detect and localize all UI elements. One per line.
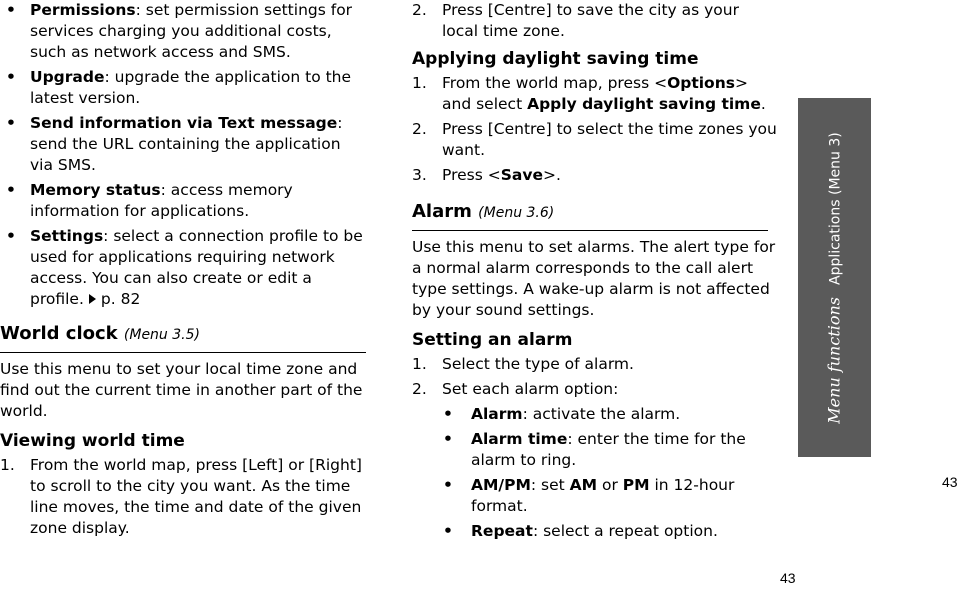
option-text-post: in 12-hour format. [471,476,735,515]
left-column [0,0,366,543]
step-text: Set each alarm option: [442,380,619,398]
bullet-dot [6,226,16,247]
bullet-memory-status [0,180,366,222]
section-title: Alarm [412,201,472,222]
softkey-save: Save [500,166,543,184]
step-text-pre: From the world map, press < [442,74,668,92]
bullet-dot [443,521,453,542]
bullet-term: Send information via Text message [30,114,338,132]
section-menu-number: (Menu 3.6) [478,205,555,221]
option-am: AM [569,476,598,494]
bullet-upgrade [0,67,366,109]
option-am-pm [412,475,780,517]
step-item [412,354,780,375]
page-number-bottom: 43 [780,570,796,586]
option-term: Alarm time [471,430,568,448]
bullet-dot [443,429,453,450]
step-number: 3. [412,166,427,184]
subheading-daylight-saving: Applying daylight saving time [412,49,699,69]
chapter-side-tab [798,98,871,457]
bullet-settings [0,226,366,310]
bullet-text: : access memory information for applications. [30,181,293,220]
step-text: Press [Centre] to select the time zones you want. [442,120,777,159]
side-tab-subtitle: Applications (Menu 3) [827,131,843,285]
page-number: 43 [942,474,958,490]
step-item [412,119,780,161]
option-text-pre: : set [530,476,570,494]
step-item [412,0,780,42]
step-number: 1. [412,355,427,373]
bullet-term: Permissions [30,1,136,19]
section-title: World clock [0,323,118,344]
option-repeat [412,521,780,542]
bullet-dot [443,475,453,496]
step-number: 1. [412,74,427,92]
bullet-dot [6,113,16,134]
section-heading-alarm [412,200,768,231]
bullet-dot [443,404,453,425]
step-text: Press [Centre] to save the city as your local time zone. [442,1,739,40]
subheading-setting-alarm: Setting an alarm [412,330,573,350]
bullet-text: : select a connection profile to be used for applications requiring network access. You can also create or edit a profile. [30,227,363,308]
option-text: : activate the alarm. [522,405,681,423]
step-number: 1. [0,456,15,474]
page-reference[interactable]: p. 82 [100,290,141,308]
page-reference-arrow-icon [89,294,96,304]
option-pm: PM [622,476,650,494]
step-text-post: . [760,95,766,113]
bullet-dot [6,180,16,201]
bullet-dot [6,0,16,21]
step-text-mid: > and select [442,74,748,113]
bullet-dot [6,67,16,88]
bullet-text: : send the URL containing the application via SMS. [30,114,343,174]
step-number: 2. [412,380,427,398]
menu-option-name: Apply daylight saving time [527,95,761,113]
step-text-pre: Press < [442,166,501,184]
side-tab-title: Menu functions [824,296,843,424]
option-text-mid: or [597,476,623,494]
step-number: 2. [412,120,427,138]
option-term: Repeat [471,522,533,540]
step-text-post: >. [542,166,561,184]
bullet-send-info [0,113,366,176]
bullet-text: : set permission settings for services charging you additional costs, such as network access and SMS. [30,1,353,61]
option-term: AM/PM [471,476,531,494]
step-item [412,165,780,186]
option-term: Alarm [471,405,523,423]
bullet-term: Settings [30,227,104,245]
softkey-options: Options [667,74,735,92]
section-menu-number: (Menu 3.5) [123,327,200,343]
bullet-text: : upgrade the application to the latest version. [30,68,352,107]
right-column [412,0,780,546]
step-item [0,455,366,539]
step-item [412,73,780,115]
bullet-term: Memory status [30,181,161,199]
paragraph: Use this menu to set your local time zone and find out the current time in another part of the world. [0,360,363,420]
step-number: 2. [412,1,427,19]
step-item [412,379,780,400]
option-text: : enter the time for the alarm to ring. [471,430,746,469]
section-heading-world-clock [0,322,366,353]
paragraph: Use this menu to set alarms. The alert type for a normal alarm corresponds to the call alert type settings. A wake-up alarm is not affected by your sound settings. [412,238,776,319]
option-text: : select a repeat option. [532,522,718,540]
option-alarm [412,404,780,425]
bullet-permissions [0,0,366,63]
step-text: From the world map, press [Left] or [Right] to scroll to the city you want. As the time line moves, the time and date of the given zone display. [30,456,362,537]
subheading-viewing-world-time: Viewing world time [0,431,185,451]
option-alarm-time [412,429,780,471]
step-text: Select the type of alarm. [442,355,634,373]
bullet-term: Upgrade [30,68,105,86]
side-tab-label [823,132,846,423]
